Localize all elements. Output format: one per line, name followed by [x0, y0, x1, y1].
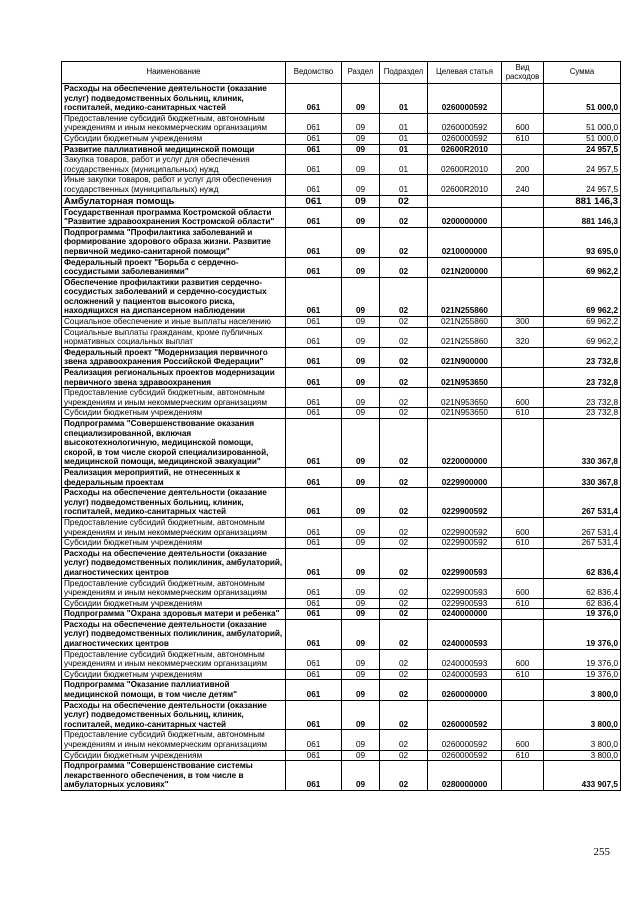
row-expense-type: 610 — [502, 598, 544, 609]
table-row — [62, 750, 621, 761]
row-section: 09 — [342, 598, 380, 609]
table-row — [62, 609, 621, 620]
row-expense-type — [502, 144, 544, 155]
row-expense-type — [502, 207, 544, 227]
table-row — [62, 408, 621, 419]
row-subsection: 02 — [380, 761, 428, 791]
row-department: 061 — [286, 419, 342, 468]
row-name: Предоставление субсидий бюджетным, автономным учреждениям и иным некоммерческим организациям — [62, 388, 286, 408]
row-target-article: 0240000593 — [428, 619, 502, 649]
row-target-article: 021N200000 — [428, 257, 502, 277]
row-subsection: 02 — [380, 257, 428, 277]
row-name: Социальные выплаты гражданам, кроме публичных нормативных социальных выплат — [62, 327, 286, 347]
row-expense-type — [502, 84, 544, 114]
table-row — [62, 195, 621, 207]
header-target-article: Целевая статья — [428, 62, 502, 84]
table-row — [62, 488, 621, 518]
row-name: Подпрограмма "Охрана здоровья матери и ребенка" — [62, 609, 286, 620]
header-name: Наименование — [62, 62, 286, 84]
table-row — [62, 730, 621, 750]
row-section: 09 — [342, 368, 380, 388]
row-target-article: 02600R2010 — [428, 155, 502, 175]
row-subsection: 02 — [380, 619, 428, 649]
row-department: 061 — [286, 680, 342, 700]
row-amount: 23 732,8 — [544, 408, 621, 419]
row-section: 09 — [342, 488, 380, 518]
row-target-article: 0229900593 — [428, 578, 502, 598]
row-section: 09 — [342, 388, 380, 408]
row-expense-type: 600 — [502, 730, 544, 750]
row-amount: 69 962,2 — [544, 317, 621, 328]
row-subsection: 02 — [380, 488, 428, 518]
row-target-article: 021N953650 — [428, 388, 502, 408]
row-target-article — [428, 195, 502, 207]
row-target-article: 0260000592 — [428, 113, 502, 133]
row-subsection: 02 — [380, 669, 428, 680]
row-target-article: 0240000593 — [428, 649, 502, 669]
row-section: 09 — [342, 113, 380, 133]
row-amount: 69 962,2 — [544, 257, 621, 277]
row-subsection: 02 — [380, 578, 428, 598]
header-department: Ведомство — [286, 62, 342, 84]
row-name: Субсидии бюджетным учреждениям — [62, 750, 286, 761]
row-section: 09 — [342, 548, 380, 578]
row-target-article: 0240000593 — [428, 669, 502, 680]
row-department: 061 — [286, 408, 342, 419]
table-row — [62, 144, 621, 155]
row-target-article: 0210000000 — [428, 227, 502, 257]
row-target-article: 021N255860 — [428, 327, 502, 347]
row-department: 061 — [286, 548, 342, 578]
row-name: Социальное обеспечение и иные выплаты населению — [62, 317, 286, 328]
row-target-article: 0240000000 — [428, 609, 502, 620]
row-department: 061 — [286, 578, 342, 598]
row-name: Предоставление субсидий бюджетным, автономным учреждениям и иным некоммерческим организациям — [62, 730, 286, 750]
row-expense-type: 610 — [502, 750, 544, 761]
row-name: Реализация региональных проектов модернизации первичного звена здравоохранения — [62, 368, 286, 388]
row-expense-type: 600 — [502, 113, 544, 133]
row-name: Амбулаторная помощь — [62, 195, 286, 207]
row-name: Развитие паллиативной медицинской помощи — [62, 144, 286, 155]
row-department: 061 — [286, 347, 342, 367]
row-amount: 19 376,0 — [544, 669, 621, 680]
row-department: 061 — [286, 368, 342, 388]
row-expense-type: 610 — [502, 133, 544, 144]
row-department: 061 — [286, 609, 342, 620]
row-expense-type — [502, 609, 544, 620]
row-amount: 62 836,4 — [544, 598, 621, 609]
row-subsection: 02 — [380, 327, 428, 347]
table-row — [62, 598, 621, 609]
row-target-article: 021N255860 — [428, 277, 502, 316]
table-row — [62, 649, 621, 669]
row-section: 09 — [342, 609, 380, 620]
budget-table — [61, 61, 621, 791]
row-department: 061 — [286, 257, 342, 277]
row-section: 09 — [342, 327, 380, 347]
row-expense-type: 200 — [502, 155, 544, 175]
row-amount: 3 800,0 — [544, 750, 621, 761]
row-target-article: 021N953650 — [428, 408, 502, 419]
row-department: 061 — [286, 649, 342, 669]
row-amount: 881 146,3 — [544, 207, 621, 227]
row-subsection: 02 — [380, 227, 428, 257]
row-department: 061 — [286, 327, 342, 347]
row-section: 09 — [342, 133, 380, 144]
row-name: Предоставление субсидий бюджетным, автономным учреждениям и иным некоммерческим организациям — [62, 517, 286, 537]
row-target-article: 0260000592 — [428, 700, 502, 730]
row-name: Субсидии бюджетным учреждениям — [62, 538, 286, 549]
row-department: 061 — [286, 467, 342, 487]
row-target-article: 021N255860 — [428, 317, 502, 328]
row-department: 061 — [286, 669, 342, 680]
row-subsection: 02 — [380, 195, 428, 207]
row-subsection: 02 — [380, 649, 428, 669]
row-amount: 19 376,0 — [544, 609, 621, 620]
row-amount: 51 000,0 — [544, 84, 621, 114]
row-name: Подпрограмма "Оказание паллиативной медицинской помощи, в том числе детям" — [62, 680, 286, 700]
row-target-article: 0229900592 — [428, 488, 502, 518]
table-row — [62, 619, 621, 649]
table-row — [62, 175, 621, 195]
row-subsection: 01 — [380, 144, 428, 155]
row-name: Субсидии бюджетным учреждениям — [62, 408, 286, 419]
row-subsection: 02 — [380, 680, 428, 700]
row-amount: 267 531,4 — [544, 538, 621, 549]
table-row — [62, 680, 621, 700]
row-section: 09 — [342, 669, 380, 680]
row-section: 09 — [342, 730, 380, 750]
table-row — [62, 257, 621, 277]
row-name: Обеспечение профилактики развития сердечно-сосудистых заболеваний и сердечно-сосудистых осложнений у пациентов высокого риска, находящихся на диспансерном наблюдении — [62, 277, 286, 316]
row-target-article: 021N900000 — [428, 347, 502, 367]
row-department: 061 — [286, 700, 342, 730]
row-section: 09 — [342, 700, 380, 730]
row-target-article: 0260000000 — [428, 680, 502, 700]
row-subsection: 02 — [380, 368, 428, 388]
row-amount: 3 800,0 — [544, 700, 621, 730]
row-subsection: 01 — [380, 155, 428, 175]
row-amount: 330 367,8 — [544, 419, 621, 468]
row-subsection: 02 — [380, 730, 428, 750]
row-target-article: 0229900592 — [428, 538, 502, 549]
row-target-article: 0260000592 — [428, 730, 502, 750]
row-section: 09 — [342, 750, 380, 761]
row-expense-type — [502, 548, 544, 578]
row-department: 061 — [286, 317, 342, 328]
table-body — [62, 84, 621, 791]
row-name: Расходы на обеспечение деятельности (оказание услуг) подведомственных поликлиник, амбулаторий, диагностических центров — [62, 619, 286, 649]
row-expense-type: 600 — [502, 388, 544, 408]
row-expense-type — [502, 488, 544, 518]
row-section: 09 — [342, 195, 380, 207]
row-amount: 51 000,0 — [544, 133, 621, 144]
row-target-article: 0220000000 — [428, 419, 502, 468]
row-expense-type: 610 — [502, 408, 544, 419]
row-section: 09 — [342, 277, 380, 316]
row-section: 09 — [342, 649, 380, 669]
row-name: Расходы на обеспечение деятельности (оказание услуг) подведомственных поликлиник, амбулаторий, диагностических центров — [62, 548, 286, 578]
page-number: 255 — [593, 846, 610, 858]
row-section: 09 — [342, 175, 380, 195]
row-department: 061 — [286, 155, 342, 175]
row-section: 09 — [342, 144, 380, 155]
row-expense-type: 240 — [502, 175, 544, 195]
row-amount: 93 695,0 — [544, 227, 621, 257]
row-name: Федеральный проект "Модернизация первичного звена здравоохранения Российской Федерации" — [62, 347, 286, 367]
row-amount: 24 957,5 — [544, 155, 621, 175]
table-row — [62, 347, 621, 367]
row-name: Предоставление субсидий бюджетным, автономным учреждениям и иным некоммерческим организациям — [62, 113, 286, 133]
row-department: 061 — [286, 133, 342, 144]
row-department: 061 — [286, 84, 342, 114]
row-department: 061 — [286, 517, 342, 537]
row-department: 061 — [286, 619, 342, 649]
row-section: 09 — [342, 517, 380, 537]
row-amount: 23 732,8 — [544, 388, 621, 408]
table-row — [62, 368, 621, 388]
row-amount: 69 962,2 — [544, 277, 621, 316]
row-department: 061 — [286, 488, 342, 518]
row-amount: 19 376,0 — [544, 649, 621, 669]
row-amount: 24 957,5 — [544, 144, 621, 155]
row-department: 061 — [286, 113, 342, 133]
row-target-article: 0200000000 — [428, 207, 502, 227]
row-name: Федеральный проект "Борьба с сердечно-сосудистыми заболеваниями" — [62, 257, 286, 277]
row-target-article: 021N953650 — [428, 368, 502, 388]
row-section: 09 — [342, 317, 380, 328]
row-amount: 23 732,8 — [544, 368, 621, 388]
row-expense-type — [502, 277, 544, 316]
row-expense-type: 600 — [502, 578, 544, 598]
row-subsection: 02 — [380, 419, 428, 468]
row-subsection: 02 — [380, 347, 428, 367]
row-expense-type: 600 — [502, 517, 544, 537]
row-name: Расходы на обеспечение деятельности (оказание услуг) подведомственных больниц, клиник, госпиталей, медико-санитарных частей — [62, 84, 286, 114]
row-target-article: 02600R2010 — [428, 144, 502, 155]
row-target-article: 0260000592 — [428, 133, 502, 144]
row-expense-type — [502, 227, 544, 257]
row-expense-type: 300 — [502, 317, 544, 328]
header-subsection: Подраздел — [380, 62, 428, 84]
row-expense-type — [502, 347, 544, 367]
header-expense-type: Вид расходов — [502, 62, 544, 84]
row-name: Расходы на обеспечение деятельности (оказание услуг) подведомственных больниц, клиник, госпиталей, медико-санитарных частей — [62, 700, 286, 730]
row-target-article: 0229900593 — [428, 598, 502, 609]
table-row — [62, 669, 621, 680]
row-department: 061 — [286, 388, 342, 408]
row-amount: 3 800,0 — [544, 730, 621, 750]
row-subsection: 02 — [380, 700, 428, 730]
row-amount: 24 957,5 — [544, 175, 621, 195]
row-amount: 51 000,0 — [544, 113, 621, 133]
row-section: 09 — [342, 347, 380, 367]
table-row — [62, 517, 621, 537]
table-row — [62, 317, 621, 328]
row-section: 09 — [342, 227, 380, 257]
row-expense-type — [502, 257, 544, 277]
table-row — [62, 155, 621, 175]
row-name: Подпрограмма "Профилактика заболеваний и формирование здорового образа жизни. Развитие первичной медико-санитарной помощи" — [62, 227, 286, 257]
row-target-article: 0229900592 — [428, 517, 502, 537]
row-subsection: 02 — [380, 388, 428, 408]
row-target-article: 02600R2010 — [428, 175, 502, 195]
table-header-row — [62, 62, 621, 84]
row-subsection: 02 — [380, 750, 428, 761]
table-row — [62, 388, 621, 408]
table-row — [62, 113, 621, 133]
row-expense-type — [502, 195, 544, 207]
row-name: Расходы на обеспечение деятельности (оказание услуг) подведомственных больниц, клиник, госпиталей, медико-санитарных частей — [62, 488, 286, 518]
row-amount: 62 836,4 — [544, 578, 621, 598]
row-name: Государственная программа Костромской области "Развитие здравоохранения Костромской области" — [62, 207, 286, 227]
table-row — [62, 277, 621, 316]
row-section: 09 — [342, 619, 380, 649]
row-subsection: 01 — [380, 133, 428, 144]
table-row — [62, 207, 621, 227]
row-amount: 881 146,3 — [544, 195, 621, 207]
row-amount: 3 800,0 — [544, 680, 621, 700]
row-subsection: 01 — [380, 113, 428, 133]
row-expense-type — [502, 368, 544, 388]
row-subsection: 01 — [380, 175, 428, 195]
row-expense-type: 610 — [502, 538, 544, 549]
row-target-article: 0280000000 — [428, 761, 502, 791]
table-row — [62, 700, 621, 730]
row-subsection: 02 — [380, 609, 428, 620]
row-name: Субсидии бюджетным учреждениям — [62, 669, 286, 680]
row-amount: 62 836,4 — [544, 548, 621, 578]
row-amount: 267 531,4 — [544, 488, 621, 518]
row-amount: 23 732,8 — [544, 347, 621, 367]
row-department: 061 — [286, 227, 342, 257]
row-amount: 433 907,5 — [544, 761, 621, 791]
row-name: Предоставление субсидий бюджетным, автономным учреждениям и иным некоммерческим организациям — [62, 578, 286, 598]
row-target-article: 0260000592 — [428, 750, 502, 761]
header-section: Раздел — [342, 62, 380, 84]
row-name: Иные закупки товаров, работ и услуг для обеспечения государственных (муниципальных) нужд — [62, 175, 286, 195]
table-row — [62, 538, 621, 549]
row-section: 09 — [342, 207, 380, 227]
row-name: Реализация мероприятий, не отнесенных к федеральным проектам — [62, 467, 286, 487]
row-section: 09 — [342, 419, 380, 468]
table-row — [62, 84, 621, 114]
row-name: Закупка товаров, работ и услуг для обеспечения государственных (муниципальных) нужд — [62, 155, 286, 175]
table-row — [62, 133, 621, 144]
table-row — [62, 419, 621, 468]
row-subsection: 02 — [380, 548, 428, 578]
row-amount: 267 531,4 — [544, 517, 621, 537]
row-section: 09 — [342, 578, 380, 598]
table-row — [62, 327, 621, 347]
row-expense-type: 610 — [502, 669, 544, 680]
table-row — [62, 578, 621, 598]
table-row — [62, 227, 621, 257]
table-row — [62, 467, 621, 487]
row-amount: 69 962,2 — [544, 327, 621, 347]
row-subsection: 02 — [380, 207, 428, 227]
row-amount: 19 376,0 — [544, 619, 621, 649]
row-section: 09 — [342, 680, 380, 700]
row-subsection: 02 — [380, 277, 428, 316]
row-department: 061 — [286, 207, 342, 227]
row-section: 09 — [342, 538, 380, 549]
row-department: 061 — [286, 750, 342, 761]
row-section: 09 — [342, 155, 380, 175]
row-name: Предоставление субсидий бюджетным, автономным учреждениям и иным некоммерческим организациям — [62, 649, 286, 669]
row-subsection: 02 — [380, 317, 428, 328]
row-subsection: 01 — [380, 84, 428, 114]
row-department: 061 — [286, 144, 342, 155]
row-expense-type — [502, 761, 544, 791]
row-target-article: 0229900000 — [428, 467, 502, 487]
row-section: 09 — [342, 467, 380, 487]
row-section: 09 — [342, 761, 380, 791]
header-amount: Сумма — [544, 62, 621, 84]
row-subsection: 02 — [380, 408, 428, 419]
row-department: 061 — [286, 175, 342, 195]
row-expense-type: 600 — [502, 649, 544, 669]
row-name: Подпрограмма "Совершенствование оказания специализированной, включая высокотехнологичную, медицинской помощи, скорой, в том числе скорой специализированной, медицинской помощи, медицинской эвакуации" — [62, 419, 286, 468]
table-row — [62, 548, 621, 578]
row-department: 061 — [286, 598, 342, 609]
row-section: 09 — [342, 408, 380, 419]
row-department: 061 — [286, 277, 342, 316]
row-subsection: 02 — [380, 598, 428, 609]
row-section: 09 — [342, 84, 380, 114]
row-subsection: 02 — [380, 517, 428, 537]
row-expense-type: 320 — [502, 327, 544, 347]
row-expense-type — [502, 700, 544, 730]
row-name: Субсидии бюджетным учреждениям — [62, 598, 286, 609]
row-name: Подпрограмма "Совершенствование системы лекарственного обеспечения, в том числе в амбулаторных условиях" — [62, 761, 286, 791]
row-subsection: 02 — [380, 467, 428, 487]
row-expense-type — [502, 419, 544, 468]
row-section: 09 — [342, 257, 380, 277]
row-subsection: 02 — [380, 538, 428, 549]
row-department: 061 — [286, 730, 342, 750]
row-name: Субсидии бюджетным учреждениям — [62, 133, 286, 144]
row-amount: 330 367,8 — [544, 467, 621, 487]
row-expense-type — [502, 619, 544, 649]
row-target-article: 0260000592 — [428, 84, 502, 114]
row-target-article: 0229900593 — [428, 548, 502, 578]
table-row — [62, 761, 621, 791]
row-department: 061 — [286, 761, 342, 791]
row-expense-type — [502, 467, 544, 487]
row-expense-type — [502, 680, 544, 700]
row-department: 061 — [286, 538, 342, 549]
row-department: 061 — [286, 195, 342, 207]
